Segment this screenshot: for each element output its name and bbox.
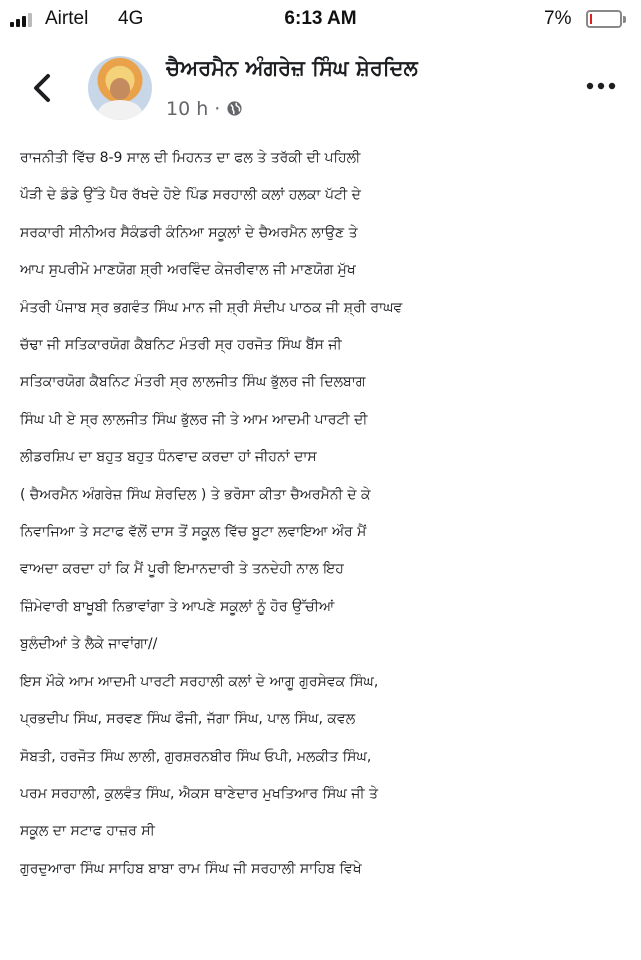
globe-icon: [226, 100, 243, 117]
more-horizontal-icon: [584, 76, 618, 96]
post-time[interactable]: 10 h ·: [166, 98, 221, 120]
battery-icon: [586, 10, 622, 28]
post-text-line: ਸਤਿਕਾਰਯੋਗ ਕੈਬਨਿਟ ਮੰਤਰੀ ਸ੍ਰ ਲਾਲਜੀਤ ਸਿੰਘ ਭੁੱਲਰ ਜੀ ਦਿਲਬਾਗ: [20, 374, 366, 391]
post-text-line: ਰਾਜਨੀਤੀ ਵਿੱਚ 8-9 ਸਾਲ ਦੀ ਮਿਹਨਤ ਦਾ ਫਲ ਤੇ ਤਰੱਕੀ ਦੀ ਪਹਿਲੀ: [20, 150, 361, 166]
post-text-line: ਵਾਅਦਾ ਕਰਦਾ ਹਾਂ ਕਿ ਮੈਂ ਪੂਰੀ ਇਮਾਨਦਾਰੀ ਤੇ ਤਨਦੇਹੀ ਨਾਲ ਇਹ: [20, 561, 344, 578]
post-text-line: ( ਚੈਅਰਮੈਨ ਅੰਗਰੇਜ਼ ਸਿੰਘ ਸ਼ੇਰਦਿਲ ) ਤੇ ਭਰੋਸਾ ਕੀਤਾ ਚੈਅਰਮੈਨੀ ਦੇ ਕੇ: [20, 486, 371, 503]
page-name[interactable]: ਚੈਅਰਮੈਨ ਅੰਗਰੇਜ਼ ਸਿੰਘ ਸ਼ੇਰਦਿਲ: [166, 56, 418, 80]
avatar[interactable]: [88, 56, 152, 120]
post-text-line: ਸਰਕਾਰੀ ਸੀਨੀਅਰ ਸੈਕੰਡਰੀ ਕੰਨਿਆ ਸਕੂਲਾਂ ਦੇ ਚੈਅਰਮੈਨ ਲਾਉਣ ਤੇ: [20, 224, 358, 241]
chevron-left-icon: [28, 68, 58, 108]
post-text-line: ਬੁਲੰਦੀਆਂ ਤੇ ਲੈਕੇ ਜਾਵਾਂਗਾ//: [20, 636, 158, 653]
back-button[interactable]: [28, 68, 58, 108]
post-text-line: ਸਕੂਲ ਦਾ ਸਟਾਫ ਹਾਜ਼ਰ ਸੀ: [20, 823, 155, 840]
battery-percent: 7%: [544, 8, 572, 29]
post-text-line: ਪ੍ਰਭਦੀਪ ਸਿੰਘ, ਸਰਵਣ ਸਿੰਘ ਫੌਜੀ, ਜੱਗਾ ਸਿੰਘ, ਪਾਲ ਸਿੰਘ, ਕਵਲ: [20, 711, 356, 728]
post-text-line: ਇਸ ਮੌਕੇ ਆਮ ਆਦਮੀ ਪਾਰਟੀ ਸਰਹਾਲੀ ਕਲਾਂ ਦੇ ਆਗੂ ਗੁਰਸੇਵਕ ਸਿੰਘ,: [20, 673, 379, 690]
carrier-name: Airtel: [45, 8, 89, 29]
post-text-line: ਪੌੜੀ ਦੇ ਡੰਡੇ ਉੱਤੇ ਪੈਰ ਰੱਖਦੇ ਹੋਏ ਪਿੰਡ ਸਰਹਾਲੀ ਕਲਾਂ ਹਲਕਾ ਪੱਟੀ ਦੇ: [20, 187, 361, 204]
network-type: 4G: [118, 8, 144, 29]
post-text-line: ਜ਼ਿੰਮੇਵਾਰੀ ਬਾਖੂਬੀ ਨਿਭਾਵਾਂਗਾ ਤੇ ਆਪਣੇ ਸਕੂਲਾਂ ਨੂੰ ਹੋਰ ਉੱਚੀਆਂ: [20, 598, 335, 615]
post-text-line: ਚੱਢਾ ਜੀ ਸਤਿਕਾਰਯੋਗ ਕੈਬਨਿਟ ਮੰਤਰੀ ਸ੍ਰ ਹਰਜੋਤ ਸਿੰਘ ਬੈਂਸ ਜੀ: [20, 337, 342, 354]
status-bar: [0, 0, 641, 38]
post-text-line: ਗੁਰਦੁਆਰਾ ਸਿੰਘ ਸਾਹਿਬ ਬਾਬਾ ਰਾਮ ਸਿੰਘ ਜੀ ਸਰਹਾਲੀ ਸਾਹਿਬ ਵਿਖੇ: [20, 860, 362, 877]
post-text-line: ਆਪ ਸੁਪਰੀਮੋ ਮਾਣਯੋਗ ਸ਼੍ਰੀ ਅਰਵਿੰਦ ਕੇਜਰੀਵਾਲ ਜੀ ਮਾਣਯੋਗ ਮੁੱਖ: [20, 262, 356, 279]
post-text-line: ਲੀਡਰਸ਼ਿਪ ਦਾ ਬਹੁਤ ਬਹੁਤ ਧੰਨਵਾਦ ਕਰਦਾ ਹਾਂ ਜੀਹਨਾਂ ਦਾਸ: [20, 449, 317, 466]
status-time: 6:13 AM: [284, 8, 357, 29]
post-text-line: ਨਿਵਾਜਿਆ ਤੇ ਸਟਾਫ ਵੱਲੋਂ ਦਾਸ ਤੋਂ ਸਕੂਲ ਵਿੱਚ ਬੂਟਾ ਲਵਾਇਆ ਔਰ ਮੈਂ: [20, 524, 367, 541]
post-meta: [166, 98, 243, 120]
post-text-line: ਸੋਬਤੀ, ਹਰਜੋਤ ਸਿੰਘ ਲਾਲੀ, ਗੁਰਸ਼ਰਨਬੀਰ ਸਿੰਘ ਓਪੀ, ਮਲਕੀਤ ਸਿੰਘ,: [20, 748, 372, 765]
post-text-line: ਪਰਮ ਸਰਹਾਲੀ, ਕੁਲਵੰਤ ਸਿੰਘ, ਐਕਸ ਥਾਣੇਦਾਰ ਮੁਖਤਿਆਰ ਸਿੰਘ ਜੀ ਤੇ: [20, 785, 378, 802]
battery-level-fill: [590, 14, 592, 24]
post-header: [0, 48, 641, 128]
post-text-line: ਸਿੰਘ ਪੀ ਏ ਸ੍ਰ ਲਾਲਜੀਤ ਸਿੰਘ ਭੁੱਲਰ ਜੀ ਤੇ ਆਮ ਆਦਮੀ ਪਾਰਟੀ ਦੀ: [20, 411, 368, 428]
post-text: [20, 140, 632, 888]
post-text-line: ਮੰਤਰੀ ਪੰਜਾਬ ਸ੍ਰ ਭਗਵੰਤ ਸਿੰਘ ਮਾਨ ਜੀ ਸ਼੍ਰੀ ਸੰਦੀਪ ਪਾਠਕ ਜੀ ਸ਼੍ਰੀ ਰਾਘਵ: [20, 299, 403, 316]
more-options-button[interactable]: [584, 76, 618, 96]
